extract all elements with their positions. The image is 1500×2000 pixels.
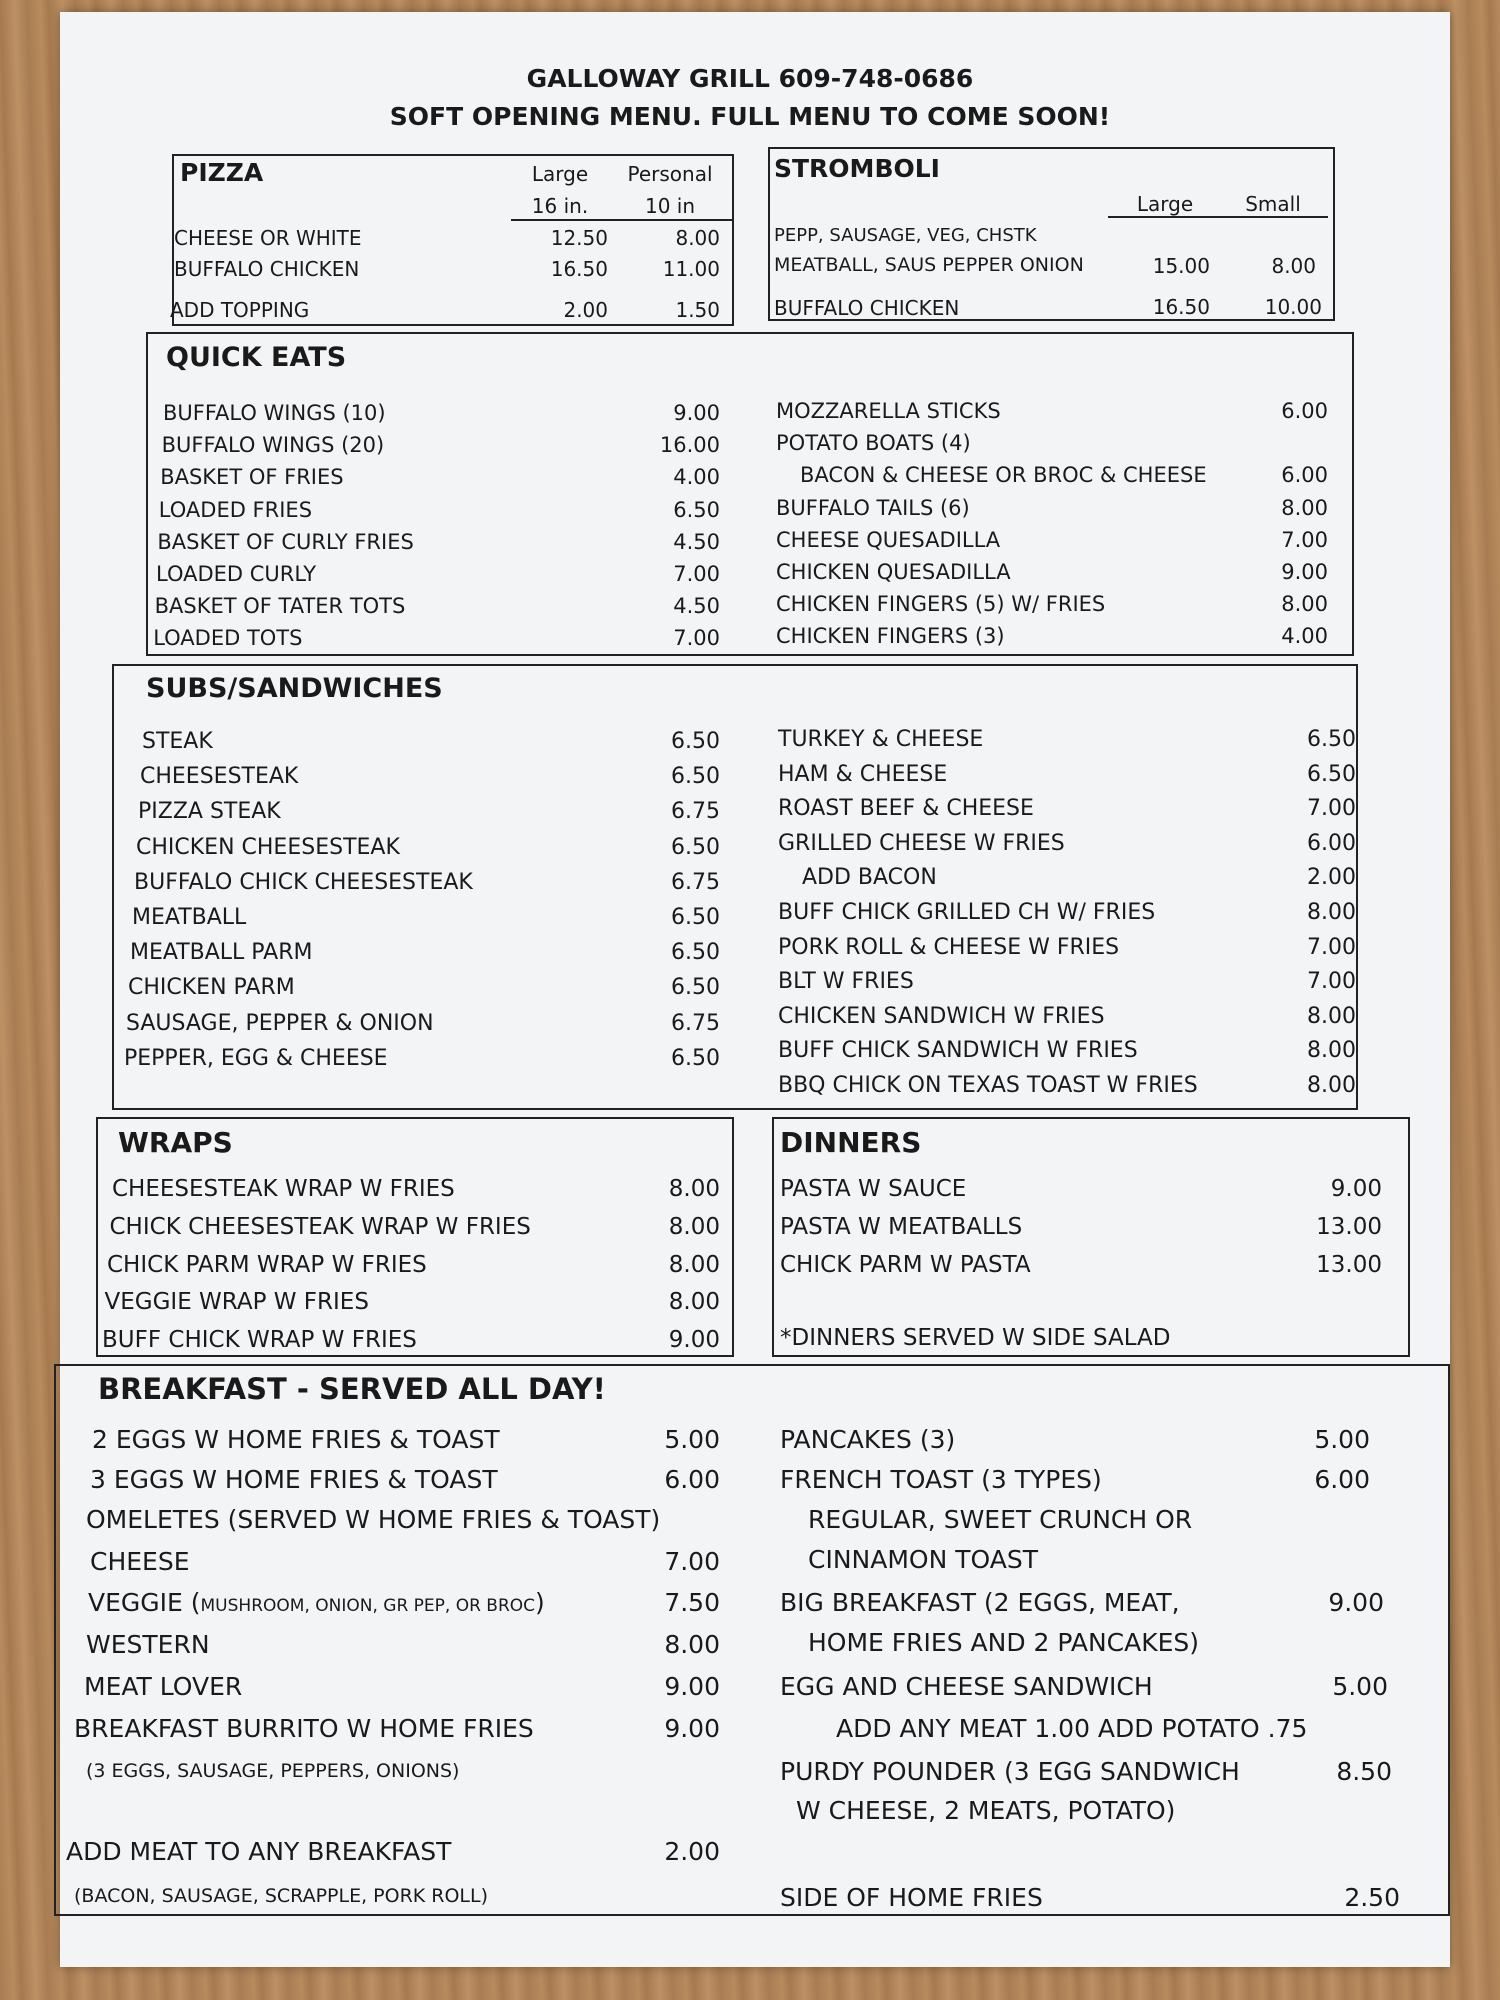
quick-eats-item: LOADED FRIES <box>158 497 313 522</box>
quick-eats-item: CHICKEN QUESADILLA <box>776 560 1011 584</box>
quick-eats-item-price: 16.00 <box>659 433 720 458</box>
quick-eats-item: BASKET OF TATER TOTS <box>154 594 406 619</box>
subs-title: SUBS/SANDWICHES <box>146 673 443 704</box>
breakfast-price: 5.00 <box>1314 1425 1370 1454</box>
sub-item-price: 6.50 <box>671 1045 720 1071</box>
french-toast-types: CINNAMON TOAST <box>808 1545 1038 1574</box>
sub-item-price: 7.00 <box>1307 796 1356 822</box>
breakfast-item: PANCAKES (3) <box>780 1425 956 1454</box>
breakfast-item: 3 EGGS W HOME FRIES & TOAST <box>90 1465 498 1494</box>
burrito-note: (3 EGGS, SAUSAGE, PEPPERS, ONIONS) <box>86 1760 460 1782</box>
stromboli-price-small: 10.00 <box>1264 295 1322 319</box>
sub-item-price: 8.00 <box>1307 1073 1356 1098</box>
sub-item-price: 6.50 <box>1307 727 1356 752</box>
stromboli-price-large: 15.00 <box>1152 254 1210 278</box>
pizza-col-large-size: 16 in. <box>531 194 589 218</box>
sub-item-price: 8.00 <box>1307 900 1356 925</box>
pizza-title: PIZZA <box>180 158 264 187</box>
pizza-price-personal: 8.00 <box>675 226 720 250</box>
stromboli-price-small: 8.00 <box>1271 254 1316 278</box>
breakfast-item: MEAT LOVER <box>84 1672 243 1701</box>
quick-eats-item-price: 4.50 <box>673 594 720 619</box>
veggie-label: VEGGIE ( <box>88 1588 201 1617</box>
sub-item-price: 7.00 <box>1307 934 1356 960</box>
stromboli-header-rule <box>1108 216 1328 218</box>
quick-eats-item: LOADED CURLY <box>156 562 317 586</box>
quick-eats-item-price: 6.00 <box>1281 463 1328 488</box>
dinner-item-price: 9.00 <box>1330 1176 1382 1202</box>
sub-item-price: 8.00 <box>1307 1003 1356 1029</box>
sub-item: BUFF CHICK SANDWICH W FRIES <box>778 1038 1138 1064</box>
breakfast-item-veggie <box>88 1588 545 1617</box>
big-breakfast-detail: HOME FRIES AND 2 PANCAKES) <box>808 1628 1200 1657</box>
pizza-item: CHEESE OR WHITE <box>174 226 362 250</box>
quick-eats-item: CHEESE QUESADILLA <box>776 527 1001 552</box>
stromboli-item: PEPP, SAUSAGE, VEG, CHSTK <box>774 225 1037 246</box>
breakfast-price: 6.00 <box>1314 1465 1370 1494</box>
breakfast-item: SIDE OF HOME FRIES <box>780 1883 1043 1912</box>
quick-eats-item-price: 6.00 <box>1281 399 1328 423</box>
dinners-title: DINNERS <box>780 1126 922 1159</box>
menu-title: GALLOWAY GRILL 609-748-0686 <box>526 64 974 93</box>
sub-item: BBQ CHICK ON TEXAS TOAST W FRIES <box>778 1073 1198 1098</box>
wrap-item-price: 8.00 <box>668 1213 720 1240</box>
quick-eats-item: BUFFALO WINGS (20) <box>161 433 385 458</box>
quick-eats-item-price: 8.00 <box>1281 592 1328 617</box>
sub-item-price: 6.75 <box>671 869 720 895</box>
pizza-price-large: 16.50 <box>550 257 608 281</box>
pizza-item: ADD TOPPING <box>170 298 310 322</box>
breakfast-item: EGG AND CHEESE SANDWICH <box>780 1672 1153 1701</box>
quick-eats-item-price: 4.50 <box>673 529 720 554</box>
sub-item-price: 6.50 <box>671 729 720 754</box>
veggie-close: ) <box>535 1588 545 1617</box>
stromboli-item: MEATBALL, SAUS PEPPER ONION <box>774 254 1084 276</box>
quick-eats-item: BUFFALO TAILS (6) <box>776 495 970 520</box>
breakfast-item: ADD MEAT TO ANY BREAKFAST <box>66 1837 452 1866</box>
pizza-header-rule <box>511 219 733 221</box>
quick-eats-item-price: 6.50 <box>673 497 720 522</box>
quick-eats-item-price: 9.00 <box>1281 560 1328 584</box>
wrap-item: CHICK PARM WRAP W FRIES <box>107 1251 427 1278</box>
sub-item: TURKEY & CHEESE <box>778 727 984 752</box>
sub-item-price: 6.50 <box>671 905 720 930</box>
wrap-item-price: 9.00 <box>668 1327 720 1354</box>
sub-item-price: 6.50 <box>671 764 720 790</box>
breakfast-item: CHEESE <box>90 1547 190 1576</box>
sub-item: BUFF CHICK GRILLED CH W/ FRIES <box>778 900 1156 925</box>
wrap-item-price: 8.00 <box>668 1251 720 1278</box>
pizza-price-large: 2.00 <box>563 298 608 322</box>
breakfast-price: 9.00 <box>1328 1588 1384 1617</box>
sub-item: CHICKEN PARM <box>128 975 295 1001</box>
breakfast-price: 5.00 <box>664 1425 720 1454</box>
wrap-item: CHEESESTEAK WRAP W FRIES <box>112 1176 455 1202</box>
sub-item: PEPPER, EGG & CHEESE <box>124 1045 388 1071</box>
sub-item: CHEESESTEAK <box>140 764 299 790</box>
breakfast-item: 2 EGGS W HOME FRIES & TOAST <box>92 1425 500 1454</box>
quick-eats-item: CHICKEN FINGERS (3) <box>776 624 1005 649</box>
stromboli-col-small: Small <box>1245 192 1301 216</box>
sub-item-price: 6.50 <box>1307 761 1356 787</box>
add-meat-note: (BACON, SAUSAGE, SCRAPPLE, PORK ROLL) <box>74 1885 489 1907</box>
sub-item-price: 8.00 <box>1307 1038 1356 1064</box>
pizza-col-personal-size: 10 in <box>644 194 696 218</box>
pizza-col-personal: Personal <box>627 162 713 186</box>
breakfast-item: BREAKFAST BURRITO W HOME FRIES <box>74 1714 534 1743</box>
sub-item-price: 6.75 <box>671 799 720 825</box>
sub-item: STEAK <box>142 729 213 754</box>
dinner-item-price: 13.00 <box>1316 1251 1382 1278</box>
sub-item: ADD BACON <box>802 865 937 891</box>
sub-item-price: 6.50 <box>671 834 720 860</box>
wrap-item-price: 8.00 <box>668 1289 720 1316</box>
breakfast-price: 8.00 <box>664 1630 720 1659</box>
breakfast-item: FRENCH TOAST (3 TYPES) <box>780 1465 1102 1494</box>
sub-item-price: 6.50 <box>671 940 720 966</box>
sub-item-price: 6.00 <box>1307 830 1356 856</box>
omelets-heading: OMELETES (SERVED W HOME FRIES & TOAST) <box>86 1505 661 1534</box>
sub-item: CHICKEN SANDWICH W FRIES <box>778 1003 1105 1029</box>
quick-eats-item: BACON & CHEESE OR BROC & CHEESE <box>800 463 1207 488</box>
quick-eats-item: BASKET OF FRIES <box>160 465 344 490</box>
quick-eats-item: MOZZARELLA STICKS <box>776 399 1001 423</box>
quick-eats-item-price: 4.00 <box>1281 624 1328 649</box>
stromboli-title: STROMBOLI <box>774 154 940 183</box>
quick-eats-item: POTATO BOATS (4) <box>776 431 971 456</box>
breakfast-price: 7.50 <box>664 1588 720 1617</box>
quick-eats-item-price: 4.00 <box>673 465 720 490</box>
sub-item: MEATBALL <box>132 905 247 930</box>
breakfast-price: 6.00 <box>664 1465 720 1494</box>
wrap-item-price: 8.00 <box>668 1176 720 1202</box>
sub-item: MEATBALL PARM <box>130 940 313 966</box>
pizza-item: BUFFALO CHICKEN <box>174 257 360 281</box>
breakfast-item: WESTERN <box>86 1630 210 1659</box>
breakfast-price: 7.00 <box>664 1547 720 1576</box>
quick-eats-item-price: 7.00 <box>1281 527 1328 552</box>
quick-eats-item-price: 7.00 <box>673 626 720 651</box>
pizza-price-large: 12.50 <box>550 226 608 250</box>
quick-eats-item-price: 8.00 <box>1281 495 1328 520</box>
menu-subtitle: SOFT OPENING MENU. FULL MENU TO COME SOON! <box>389 102 1111 131</box>
breakfast-price: 9.00 <box>664 1672 720 1701</box>
wrap-item: CHICK CHEESESTEAK WRAP W FRIES <box>109 1213 531 1240</box>
pizza-col-large: Large <box>531 162 589 186</box>
breakfast-item: BIG BREAKFAST (2 EGGS, MEAT, <box>780 1588 1180 1617</box>
sub-item-price: 7.00 <box>1307 969 1356 995</box>
dinner-item-price: 13.00 <box>1316 1213 1382 1240</box>
quick-eats-item: BASKET OF CURLY FRIES <box>157 529 414 554</box>
purdy-detail: W CHEESE, 2 MEATS, POTATO) <box>796 1796 1176 1825</box>
quick-eats-item: BUFFALO WINGS (10) <box>163 401 386 425</box>
breakfast-price: 2.00 <box>664 1837 720 1866</box>
sub-item: CHICKEN CHEESESTEAK <box>136 834 400 860</box>
stromboli-item: BUFFALO CHICKEN <box>774 296 960 320</box>
sub-item-price: 6.50 <box>671 975 720 1001</box>
quick-eats-title: QUICK EATS <box>166 342 347 373</box>
quick-eats-item: CHICKEN FINGERS (5) W/ FRIES <box>776 592 1106 617</box>
breakfast-price: 5.00 <box>1332 1672 1388 1701</box>
sub-item-price: 2.00 <box>1307 865 1356 891</box>
breakfast-price: 8.50 <box>1336 1757 1392 1786</box>
stromboli-col-large: Large <box>1136 192 1194 216</box>
wraps-title: WRAPS <box>118 1126 233 1159</box>
pizza-price-personal: 1.50 <box>675 298 720 322</box>
dinner-item: PASTA W MEATBALLS <box>780 1213 1023 1240</box>
breakfast-title: BREAKFAST - SERVED ALL DAY! <box>98 1372 606 1406</box>
wrap-item: BUFF CHICK WRAP W FRIES <box>102 1327 417 1354</box>
pizza-price-personal: 11.00 <box>662 257 720 281</box>
sub-item: GRILLED CHEESE W FRIES <box>778 830 1065 856</box>
sub-item-price: 6.75 <box>671 1010 720 1036</box>
sub-item: BLT W FRIES <box>778 969 914 995</box>
breakfast-price: 9.00 <box>664 1714 720 1743</box>
veggie-options: MUSHROOM, ONION, GR PEP, OR BROC <box>200 1596 536 1616</box>
dinners-note: *DINNERS SERVED W SIDE SALAD <box>780 1325 1171 1351</box>
sub-item: SAUSAGE, PEPPER & ONION <box>126 1010 434 1036</box>
stromboli-price-large: 16.50 <box>1152 295 1210 319</box>
add-ons-note: ADD ANY MEAT 1.00 ADD POTATO .75 <box>836 1714 1308 1743</box>
sub-item: PORK ROLL & CHEESE W FRIES <box>778 934 1120 960</box>
sub-item: ROAST BEEF & CHEESE <box>778 796 1034 822</box>
quick-eats-item: LOADED TOTS <box>153 626 303 651</box>
dinner-item: PASTA W SAUCE <box>780 1176 967 1202</box>
breakfast-item: PURDY POUNDER (3 EGG SANDWICH <box>780 1757 1240 1786</box>
breakfast-price: 2.50 <box>1344 1883 1400 1912</box>
dinner-item: CHICK PARM W PASTA <box>780 1251 1031 1278</box>
quick-eats-item-price: 7.00 <box>673 562 720 586</box>
sub-item: PIZZA STEAK <box>138 799 281 825</box>
sub-item: BUFFALO CHICK CHEESESTEAK <box>134 869 473 895</box>
sub-item: HAM & CHEESE <box>778 761 948 787</box>
wrap-item: VEGGIE WRAP W FRIES <box>104 1289 369 1316</box>
french-toast-types: REGULAR, SWEET CRUNCH OR <box>808 1505 1193 1534</box>
quick-eats-item-price: 9.00 <box>673 401 720 425</box>
